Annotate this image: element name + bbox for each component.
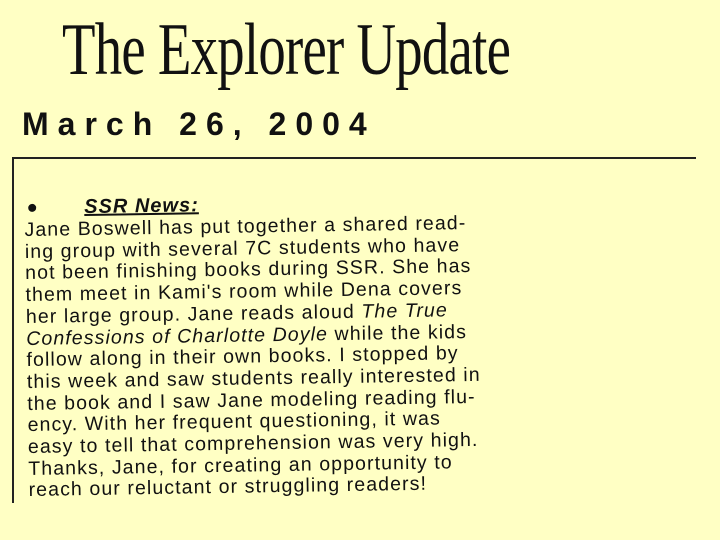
left-divider — [12, 157, 14, 503]
article-line: them meet in Kami's room while Dena covers — [25, 277, 463, 307]
article-line: easy to tell that comprehension was very high. — [27, 428, 479, 458]
article-line: ency. With her frequent questioning, it was — [27, 407, 442, 437]
bullet-icon — [28, 204, 36, 212]
top-divider — [12, 157, 696, 159]
book-title-part-1: The True — [361, 299, 449, 323]
article-line-text: while the kids — [327, 320, 468, 345]
article-line: not been finishing books during SSR. She has — [25, 255, 472, 285]
article-line: ing group with several 7C students who have — [24, 233, 461, 263]
article-line: Thanks, Jane, for creating an opportunity to — [28, 451, 453, 480]
article-line: Jane Boswell has put together a shared read- — [24, 212, 467, 241]
article-line: reach our reluctant or struggling readers! — [28, 473, 428, 502]
article-ssr-news — [24, 185, 699, 502]
article-line: follow along in their own books. I stopped by — [26, 342, 459, 372]
book-title-part-2: Confessions of Charlotte Doyle — [26, 322, 329, 350]
article-line: the book and I saw Jane modeling reading flu- — [27, 385, 476, 415]
newsletter-title: The Explorer Update — [62, 9, 511, 91]
article-heading: SSR News: — [84, 193, 199, 218]
newsletter-date: March 26, 2004 — [22, 106, 376, 142]
article-line: this week and saw students really interested in — [26, 363, 481, 393]
article-line-text: her large group. Jane reads aloud — [25, 300, 362, 328]
